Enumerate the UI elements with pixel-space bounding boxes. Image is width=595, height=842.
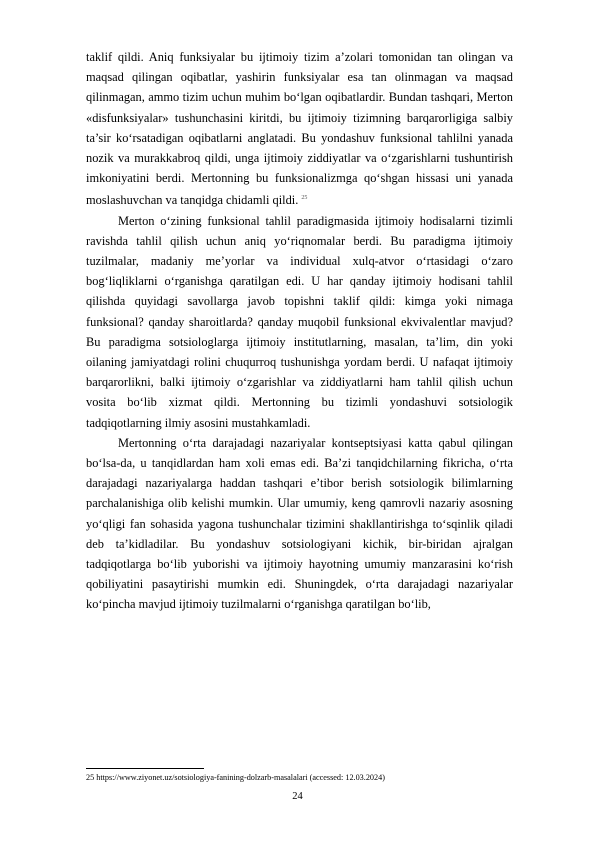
- paragraph-3: Mertonning o‘rta darajadagi nazariyalar kontseptsiyasi katta qabul qilingan bo‘lsa-da, u tanqidlardan ham xoli emas edi. Ba’zi tanqidchilarning fikricha, o‘rta darajadagi nazariyalarga haddan tashqari e’tibor berish sotsiologik bilimlarning parchalanishiga olib kelishi mumkin. Ular umumiy, keng qamrovli nazariy asosning yo‘qligi fan sohasida yagona tushunchalar tizimini shakllantirishga to‘sqinlik qiladi deb ta’kidladilar. Bu yondashuv sotsiologiyani kichik, bir-biridan ajralgan tadqiqotlarga bo‘lib yuborishi va ijtimoiy hayotning umumiy manzarasini ko‘rish qobiliyatini pasaytirishi mumkin edi. Shuningdek, o‘rta darajadagi nazariyalar ko‘pincha mavjud ijtimoiy tuzilmalarni o‘rganishga qaratilgan bo‘lib,: [86, 435, 513, 612]
- paragraph-2: Merton o‘zining funksional tahlil paradigmasida ijtimoiy hodisalarni tizimli ravishda tahlil qilish uchun aniq yo‘riqnomalar berdi. Bu paradigma ijtimoiy tuzilmalar, madaniy me’yorlar va individual xulq-atvor o‘rtasidagi o‘zaro bog‘liqliklarni o‘rganishga qaratilgan edi. U har qanday ijtimoiy hodisani tahlil qilishda quyidagi savollarga javob topishni taklif qildi: kimga yoki nimaga funksional? qanday sharoitlarda? qanday muqobil funksional ekvivalentlar mavjud? Bu paradigma sotsiologlarga ijtimoiy institutlarning, masalan, ta’lim, din yoki oilaning jamiyatdagi rolini chuqurroq tushunishga yordam berdi. U nafaqat ijtimoiy barqarorlikni, balki ijtimoiy o‘zgarishlar va ziddiyatlarni ham tahlil qilish uchun vosita bo‘lib xizmat qildi. Mertonning bu tizimli yondashuvi sotsiologik tadqiqotlarning ilmiy asosini mustahkamladi.: [86, 213, 513, 430]
- footnote-reference[interactable]: 25: [301, 195, 308, 202]
- page-number: 24: [292, 791, 303, 802]
- footnote: 25 https://www.ziyonet.uz/sotsiologiya-fanining-dolzarb-masalalari (accessed: 12.03.2024): [86, 773, 385, 782]
- paragraph-1-text: taklif qildi. Aniq funksiyalar bu ijtimoiy tizim a’zolari tomonidan tan olingan va maqsad qilingan oqibatlar, yashirin funksiyalar esa tan olinmagan va maqsad qilinmagan, ammo tizim uchun muhim bo‘lgan oqibatlardir. Bundan tashqari, Merton «disfunksiyalar» tushunchasini kiritdi, bu ijtimoiy tizimning barqarorligiga salbiy ta’sir ko‘rsatadigan oqibatlarni anglatadi. Bu yondashuv funksional tahlilni yanada nozik va murakkabroq qildi, unga ijtimoiy ziddiyatlar va o‘zgarishlarni tushuntirish imkoniyatini berdi. Mertonning bu funksionalizmga qo‘shgan hissasi uni yanada moslashuvchan va tanqidga chidamli qildi.: [86, 50, 513, 208]
- body-text: [86, 47, 513, 615]
- footnote-divider: [86, 768, 204, 769]
- paragraph-1: [86, 47, 513, 211]
